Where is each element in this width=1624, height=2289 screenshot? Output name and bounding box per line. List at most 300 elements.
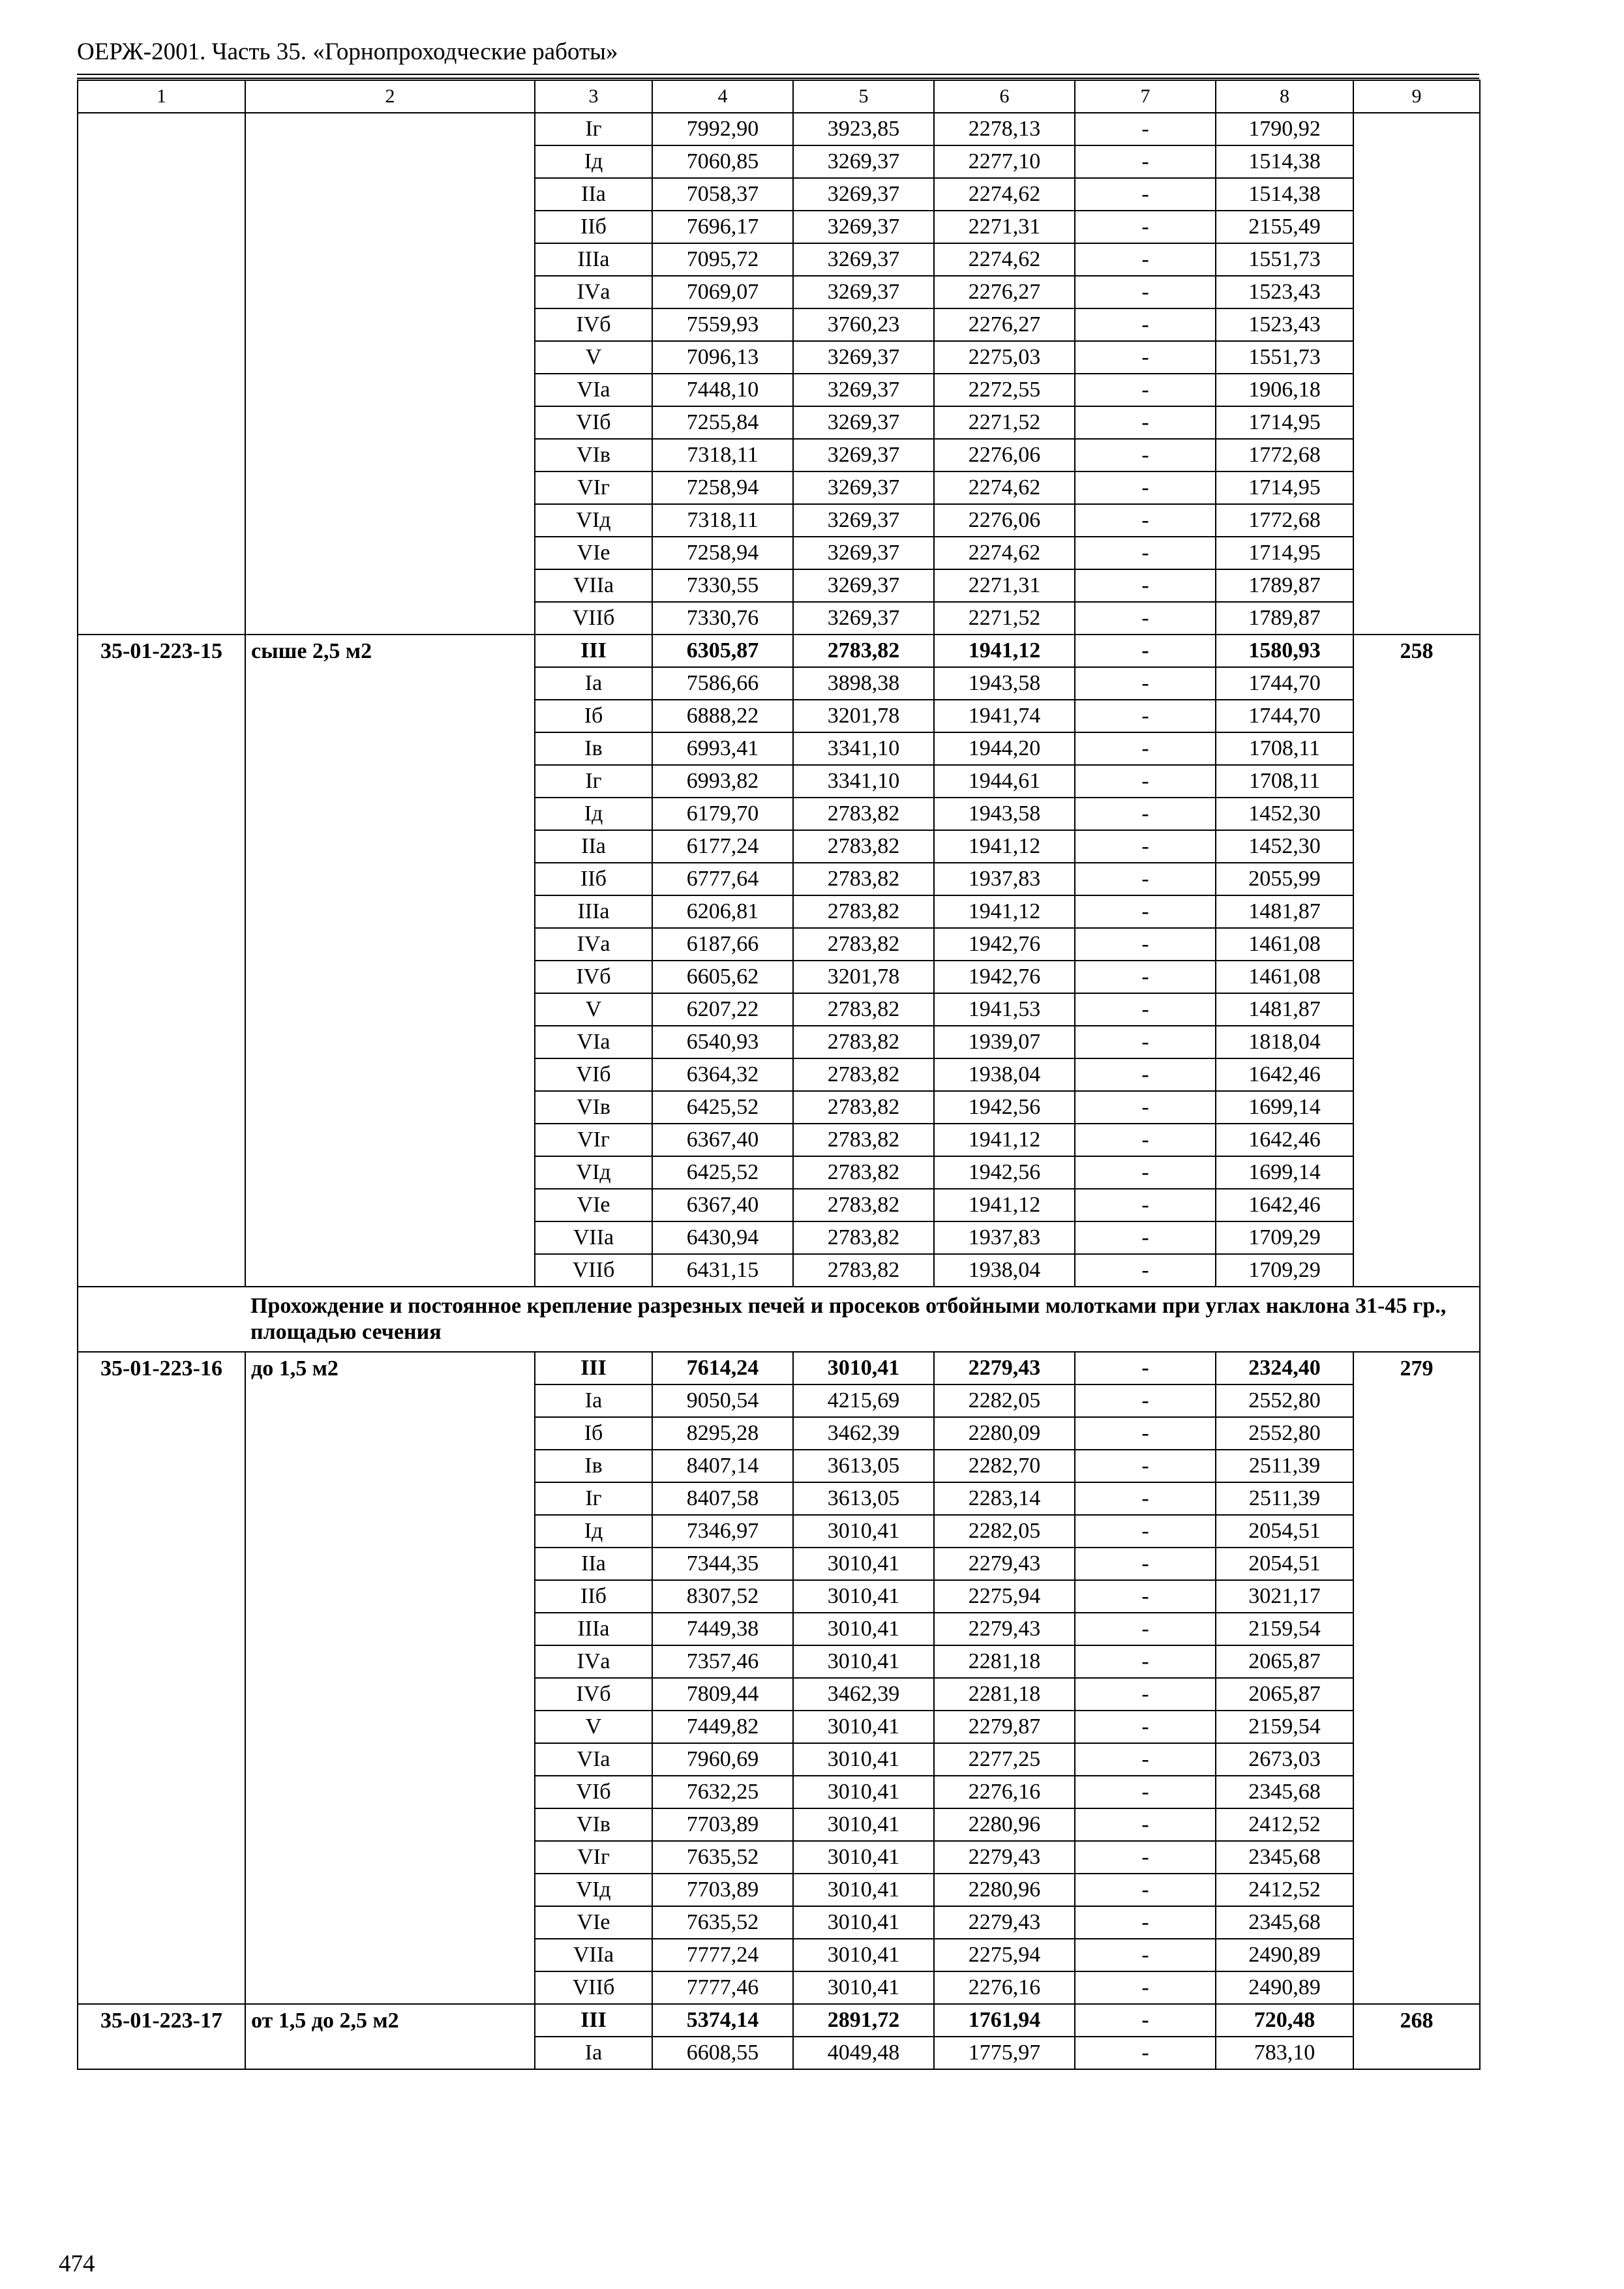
- materials-cost-cell: 2324,40: [1216, 1352, 1353, 1384]
- total-cost-cell: 6605,62: [652, 961, 793, 993]
- machine-cost-cell: 2279,43: [934, 1841, 1075, 1874]
- machine-cost-cell: 1941,12: [934, 1124, 1075, 1156]
- driver-wage-cell: -: [1075, 2037, 1216, 2069]
- zone-cell: Iа: [535, 667, 652, 700]
- driver-wage-cell: -: [1075, 1971, 1216, 2004]
- zone-cell: IIа: [535, 1548, 652, 1580]
- total-cost-cell: 7635,52: [652, 1906, 793, 1939]
- materials-cost-cell: 2673,03: [1216, 1743, 1353, 1776]
- total-cost-cell: 6187,66: [652, 928, 793, 961]
- machine-cost-cell: 1937,83: [934, 1221, 1075, 1254]
- driver-wage-cell: -: [1075, 1384, 1216, 1417]
- machine-cost-cell: 1943,58: [934, 798, 1075, 830]
- total-cost-cell: 6425,52: [652, 1091, 793, 1124]
- machine-cost-cell: 1944,61: [934, 765, 1075, 798]
- labor-cost-cell: 3613,05: [793, 1450, 934, 1482]
- column-number-cell: 9: [1353, 80, 1480, 113]
- machine-cost-cell: 2280,96: [934, 1874, 1075, 1906]
- zone-cell: IVа: [535, 276, 652, 308]
- total-cost-cell: 7809,44: [652, 1678, 793, 1711]
- driver-wage-cell: -: [1075, 1156, 1216, 1189]
- zone-cell: VIIа: [535, 1221, 652, 1254]
- materials-cost-cell: 1580,93: [1216, 635, 1353, 667]
- machine-cost-cell: 2281,18: [934, 1678, 1075, 1711]
- zone-cell: IIа: [535, 178, 652, 211]
- materials-cost-cell: 2552,80: [1216, 1384, 1353, 1417]
- machine-cost-cell: 2279,43: [934, 1613, 1075, 1645]
- zone-cell: III: [535, 1352, 652, 1384]
- materials-cost-cell: 2511,39: [1216, 1482, 1353, 1515]
- machine-cost-cell: 2276,16: [934, 1776, 1075, 1808]
- zone-cell: VIIб: [535, 1254, 652, 1287]
- zone-cell: IVа: [535, 1645, 652, 1678]
- materials-cost-cell: 2345,68: [1216, 1906, 1353, 1939]
- document-header: ОЕРЖ-2001. Часть 35. «Горнопроходческие работы»: [77, 38, 618, 65]
- machine-cost-cell: 2271,31: [934, 569, 1075, 602]
- driver-wage-cell: -: [1075, 1580, 1216, 1613]
- materials-cost-cell: 1906,18: [1216, 374, 1353, 406]
- total-cost-cell: 7318,11: [652, 439, 793, 471]
- zone-cell: Iб: [535, 1417, 652, 1450]
- driver-wage-cell: -: [1075, 537, 1216, 569]
- machine-cost-cell: 2276,06: [934, 439, 1075, 471]
- rate-code: 35-01-223-16: [78, 1352, 245, 2004]
- header-rule: [77, 74, 1479, 75]
- zone-cell: VIб: [535, 406, 652, 439]
- labor-cost-cell: 3010,41: [793, 1743, 934, 1776]
- zone-cell: Iв: [535, 732, 652, 765]
- labor-cost-cell: 3010,41: [793, 1971, 934, 2004]
- total-cost-cell: 6777,64: [652, 863, 793, 895]
- machine-cost-cell: 1942,56: [934, 1156, 1075, 1189]
- zone-cell: IIIа: [535, 1613, 652, 1645]
- materials-cost-cell: 1709,29: [1216, 1254, 1353, 1287]
- total-cost-cell: 7777,46: [652, 1971, 793, 2004]
- zone-cell: IVб: [535, 1678, 652, 1711]
- table-row: [78, 1352, 1480, 1384]
- zone-cell: VIIа: [535, 1939, 652, 1971]
- column-number-cell: 7: [1075, 80, 1216, 113]
- labor-cost-cell: 3898,38: [793, 667, 934, 700]
- total-cost-cell: 7559,93: [652, 308, 793, 341]
- zone-cell: VIб: [535, 1058, 652, 1091]
- machine-cost-cell: 2279,43: [934, 1548, 1075, 1580]
- machine-cost-cell: 1937,83: [934, 863, 1075, 895]
- labor-cost-cell: 2783,82: [793, 1189, 934, 1221]
- labor-cost-cell: 3010,41: [793, 1939, 934, 1971]
- labor-cost-code: 268: [1353, 2004, 1480, 2069]
- labor-cost-cell: 4215,69: [793, 1384, 934, 1417]
- zone-cell: IIа: [535, 830, 652, 863]
- labor-cost-cell: 3010,41: [793, 1711, 934, 1743]
- driver-wage-cell: -: [1075, 113, 1216, 145]
- driver-wage-cell: -: [1075, 1026, 1216, 1058]
- labor-cost-cell: 2783,82: [793, 1124, 934, 1156]
- driver-wage-cell: -: [1075, 1645, 1216, 1678]
- materials-cost-cell: 2490,89: [1216, 1939, 1353, 1971]
- labor-cost-cell: 2783,82: [793, 1091, 934, 1124]
- machine-cost-cell: 2276,27: [934, 308, 1075, 341]
- total-cost-cell: 8407,14: [652, 1450, 793, 1482]
- total-cost-cell: 7330,76: [652, 602, 793, 635]
- section-header-row: [78, 1287, 1480, 1352]
- labor-cost-cell: 2783,82: [793, 830, 934, 863]
- column-number-cell: 3: [535, 80, 652, 113]
- labor-cost-cell: 3269,37: [793, 602, 934, 635]
- total-cost-cell: 7632,25: [652, 1776, 793, 1808]
- labor-cost-cell: 3269,37: [793, 145, 934, 178]
- driver-wage-cell: -: [1075, 276, 1216, 308]
- labor-cost-cell: 2783,82: [793, 635, 934, 667]
- materials-cost-cell: 1772,68: [1216, 504, 1353, 537]
- driver-wage-cell: -: [1075, 1254, 1216, 1287]
- total-cost-cell: 6179,70: [652, 798, 793, 830]
- driver-wage-cell: -: [1075, 1678, 1216, 1711]
- driver-wage-cell: -: [1075, 145, 1216, 178]
- total-cost-cell: 7255,84: [652, 406, 793, 439]
- total-cost-cell: 7449,82: [652, 1711, 793, 1743]
- total-cost-cell: 6207,22: [652, 993, 793, 1026]
- zone-cell: VIIа: [535, 569, 652, 602]
- driver-wage-cell: -: [1075, 471, 1216, 504]
- machine-cost-cell: 2271,52: [934, 406, 1075, 439]
- driver-wage-cell: -: [1075, 1482, 1216, 1515]
- labor-cost-cell: 3269,37: [793, 211, 934, 243]
- machine-cost-cell: 2271,52: [934, 602, 1075, 635]
- zone-cell: IIIа: [535, 895, 652, 928]
- work-description: от 1,5 до 2,5 м2: [245, 2004, 535, 2069]
- driver-wage-cell: -: [1075, 1417, 1216, 1450]
- machine-cost-cell: 1942,56: [934, 1091, 1075, 1124]
- total-cost-cell: 7096,13: [652, 341, 793, 374]
- driver-wage-cell: -: [1075, 1808, 1216, 1841]
- labor-cost-cell: 3923,85: [793, 113, 934, 145]
- total-cost-cell: 7318,11: [652, 504, 793, 537]
- labor-cost-cell: 3201,78: [793, 700, 934, 732]
- rate-code: 35-01-223-15: [78, 635, 245, 1287]
- driver-wage-cell: -: [1075, 863, 1216, 895]
- labor-cost-cell: 3010,41: [793, 1906, 934, 1939]
- materials-cost-cell: 1699,14: [1216, 1156, 1353, 1189]
- labor-cost-cell: 3269,37: [793, 374, 934, 406]
- zone-cell: IIб: [535, 863, 652, 895]
- materials-cost-cell: 2065,87: [1216, 1678, 1353, 1711]
- materials-cost-cell: 1461,08: [1216, 928, 1353, 961]
- driver-wage-cell: -: [1075, 1515, 1216, 1548]
- materials-cost-cell: 1709,29: [1216, 1221, 1353, 1254]
- machine-cost-cell: 2277,10: [934, 145, 1075, 178]
- materials-cost-cell: 2511,39: [1216, 1450, 1353, 1482]
- driver-wage-cell: -: [1075, 732, 1216, 765]
- zone-cell: Iг: [535, 1482, 652, 1515]
- zone-cell: IIб: [535, 1580, 652, 1613]
- labor-cost-cell: 3010,41: [793, 1580, 934, 1613]
- driver-wage-cell: -: [1075, 374, 1216, 406]
- driver-wage-cell: -: [1075, 1058, 1216, 1091]
- driver-wage-cell: -: [1075, 341, 1216, 374]
- labor-cost-cell: 3760,23: [793, 308, 934, 341]
- labor-cost-cell: 3010,41: [793, 1808, 934, 1841]
- machine-cost-cell: 2279,43: [934, 1906, 1075, 1939]
- machine-cost-cell: 2278,13: [934, 113, 1075, 145]
- total-cost-cell: 7258,94: [652, 471, 793, 504]
- materials-cost-cell: 2345,68: [1216, 1776, 1353, 1808]
- total-cost-cell: 6993,41: [652, 732, 793, 765]
- driver-wage-cell: -: [1075, 211, 1216, 243]
- materials-cost-cell: 1714,95: [1216, 406, 1353, 439]
- section-header-spacer: [78, 1287, 245, 1352]
- total-cost-cell: 7992,90: [652, 113, 793, 145]
- machine-cost-cell: 2275,03: [934, 341, 1075, 374]
- driver-wage-cell: -: [1075, 700, 1216, 732]
- materials-cost-cell: 1481,87: [1216, 993, 1353, 1026]
- zone-cell: VIа: [535, 1743, 652, 1776]
- materials-cost-cell: 1514,38: [1216, 178, 1353, 211]
- zone-cell: VIв: [535, 439, 652, 471]
- labor-cost-cell: 3269,37: [793, 471, 934, 504]
- total-cost-cell: 6364,32: [652, 1058, 793, 1091]
- labor-cost-cell: 2783,82: [793, 1156, 934, 1189]
- zone-cell: VIв: [535, 1808, 652, 1841]
- page-number: 474: [59, 2251, 95, 2277]
- machine-cost-cell: 1942,76: [934, 961, 1075, 993]
- table-row: [78, 2004, 1480, 2037]
- zone-cell: V: [535, 993, 652, 1026]
- labor-cost-cell: 2783,82: [793, 895, 934, 928]
- zone-cell: VIе: [535, 1189, 652, 1221]
- materials-cost-cell: 1699,14: [1216, 1091, 1353, 1124]
- driver-wage-cell: -: [1075, 798, 1216, 830]
- machine-cost-cell: 2272,55: [934, 374, 1075, 406]
- machine-cost-cell: 2274,62: [934, 243, 1075, 276]
- machine-cost-cell: 2282,70: [934, 1450, 1075, 1482]
- zone-cell: VIб: [535, 1776, 652, 1808]
- labor-cost-cell: 4049,48: [793, 2037, 934, 2069]
- materials-cost-cell: 783,10: [1216, 2037, 1353, 2069]
- table-row: [78, 635, 1480, 667]
- machine-cost-cell: 2280,09: [934, 1417, 1075, 1450]
- zone-cell: IIIа: [535, 243, 652, 276]
- materials-cost-cell: 1461,08: [1216, 961, 1353, 993]
- materials-cost-cell: 3021,17: [1216, 1580, 1353, 1613]
- materials-cost-cell: 1481,87: [1216, 895, 1353, 928]
- total-cost-cell: 7448,10: [652, 374, 793, 406]
- zone-cell: Iа: [535, 2037, 652, 2069]
- machine-cost-cell: 2276,06: [934, 504, 1075, 537]
- zone-cell: VIд: [535, 1156, 652, 1189]
- zone-cell: III: [535, 2004, 652, 2037]
- zone-cell: IIб: [535, 211, 652, 243]
- driver-wage-cell: -: [1075, 1091, 1216, 1124]
- machine-cost-cell: 2279,43: [934, 1352, 1075, 1384]
- machine-cost-cell: 1941,74: [934, 700, 1075, 732]
- zone-cell: VIг: [535, 1841, 652, 1874]
- machine-cost-cell: 2281,18: [934, 1645, 1075, 1678]
- materials-cost-cell: 2345,68: [1216, 1841, 1353, 1874]
- machine-cost-cell: 1761,94: [934, 2004, 1075, 2037]
- machine-cost-cell: 2282,05: [934, 1515, 1075, 1548]
- materials-cost-cell: 1551,73: [1216, 243, 1353, 276]
- column-number-cell: 4: [652, 80, 793, 113]
- labor-cost-cell: 3269,37: [793, 276, 934, 308]
- machine-cost-cell: 1775,97: [934, 2037, 1075, 2069]
- labor-cost-cell: 3269,37: [793, 341, 934, 374]
- rate-code: [78, 113, 245, 635]
- materials-cost-cell: 1452,30: [1216, 798, 1353, 830]
- materials-cost-cell: 2159,54: [1216, 1613, 1353, 1645]
- machine-cost-cell: 1938,04: [934, 1254, 1075, 1287]
- driver-wage-cell: -: [1075, 635, 1216, 667]
- total-cost-cell: 7060,85: [652, 145, 793, 178]
- zone-cell: Iб: [535, 700, 652, 732]
- total-cost-cell: 6608,55: [652, 2037, 793, 2069]
- materials-cost-cell: 2552,80: [1216, 1417, 1353, 1450]
- driver-wage-cell: -: [1075, 602, 1216, 635]
- driver-wage-cell: -: [1075, 308, 1216, 341]
- materials-cost-cell: 1642,46: [1216, 1124, 1353, 1156]
- total-cost-cell: 6367,40: [652, 1124, 793, 1156]
- zone-cell: V: [535, 341, 652, 374]
- materials-cost-cell: 1714,95: [1216, 537, 1353, 569]
- zone-cell: VIIб: [535, 1971, 652, 2004]
- labor-cost-code: [1353, 113, 1480, 635]
- materials-cost-cell: 1744,70: [1216, 700, 1353, 732]
- zone-cell: Iд: [535, 1515, 652, 1548]
- labor-cost-cell: 3462,39: [793, 1678, 934, 1711]
- total-cost-cell: 6305,87: [652, 635, 793, 667]
- rate-code: 35-01-223-17: [78, 2004, 245, 2069]
- materials-cost-cell: 2490,89: [1216, 1971, 1353, 2004]
- labor-cost-cell: 3201,78: [793, 961, 934, 993]
- labor-cost-code: 258: [1353, 635, 1480, 1287]
- materials-cost-cell: 2412,52: [1216, 1874, 1353, 1906]
- labor-cost-cell: 2783,82: [793, 1058, 934, 1091]
- total-cost-cell: 7635,52: [652, 1841, 793, 1874]
- total-cost-cell: 7586,66: [652, 667, 793, 700]
- total-cost-cell: 6430,94: [652, 1221, 793, 1254]
- labor-cost-cell: 3010,41: [793, 1515, 934, 1548]
- labor-cost-cell: 2783,82: [793, 1221, 934, 1254]
- total-cost-cell: 7614,24: [652, 1352, 793, 1384]
- materials-cost-cell: 1789,87: [1216, 569, 1353, 602]
- machine-cost-cell: 2277,25: [934, 1743, 1075, 1776]
- total-cost-cell: 6177,24: [652, 830, 793, 863]
- zone-cell: IVа: [535, 928, 652, 961]
- driver-wage-cell: -: [1075, 765, 1216, 798]
- materials-cost-cell: 1523,43: [1216, 308, 1353, 341]
- total-cost-cell: 6206,81: [652, 895, 793, 928]
- driver-wage-cell: -: [1075, 1874, 1216, 1906]
- labor-cost-cell: 3269,37: [793, 504, 934, 537]
- zone-cell: VIа: [535, 1026, 652, 1058]
- column-number-cell: 8: [1216, 80, 1353, 113]
- driver-wage-cell: -: [1075, 1124, 1216, 1156]
- driver-wage-cell: -: [1075, 1743, 1216, 1776]
- total-cost-cell: 8295,28: [652, 1417, 793, 1450]
- column-number-cell: 2: [245, 80, 535, 113]
- labor-cost-cell: 3010,41: [793, 1874, 934, 1906]
- total-cost-cell: 7058,37: [652, 178, 793, 211]
- materials-cost-cell: 1818,04: [1216, 1026, 1353, 1058]
- labor-cost-cell: 3010,41: [793, 1841, 934, 1874]
- total-cost-cell: 6425,52: [652, 1156, 793, 1189]
- total-cost-cell: 7069,07: [652, 276, 793, 308]
- total-cost-cell: 6540,93: [652, 1026, 793, 1058]
- labor-cost-cell: 3269,37: [793, 406, 934, 439]
- materials-cost-cell: 2054,51: [1216, 1515, 1353, 1548]
- materials-cost-cell: 2065,87: [1216, 1645, 1353, 1678]
- materials-cost-cell: 1744,70: [1216, 667, 1353, 700]
- driver-wage-cell: -: [1075, 569, 1216, 602]
- driver-wage-cell: -: [1075, 2004, 1216, 2037]
- machine-cost-cell: 2279,87: [934, 1711, 1075, 1743]
- machine-cost-cell: 1941,12: [934, 830, 1075, 863]
- zone-cell: IVб: [535, 961, 652, 993]
- materials-cost-cell: 1642,46: [1216, 1058, 1353, 1091]
- work-description: [245, 113, 535, 635]
- column-number-cell: 1: [78, 80, 245, 113]
- driver-wage-cell: -: [1075, 1221, 1216, 1254]
- total-cost-cell: 7346,97: [652, 1515, 793, 1548]
- materials-cost-cell: 1642,46: [1216, 1189, 1353, 1221]
- machine-cost-cell: 2282,05: [934, 1384, 1075, 1417]
- zone-cell: VIа: [535, 374, 652, 406]
- driver-wage-cell: -: [1075, 1841, 1216, 1874]
- materials-cost-cell: 1523,43: [1216, 276, 1353, 308]
- labor-cost-cell: 2783,82: [793, 798, 934, 830]
- driver-wage-cell: -: [1075, 1450, 1216, 1482]
- labor-cost-code: 279: [1353, 1352, 1480, 2004]
- header-rule: [77, 78, 1479, 79]
- total-cost-cell: 7344,35: [652, 1548, 793, 1580]
- driver-wage-cell: -: [1075, 1776, 1216, 1808]
- total-cost-cell: 7696,17: [652, 211, 793, 243]
- machine-cost-cell: 1943,58: [934, 667, 1075, 700]
- materials-cost-cell: 1514,38: [1216, 145, 1353, 178]
- machine-cost-cell: 1941,12: [934, 1189, 1075, 1221]
- table-row: [78, 113, 1480, 145]
- machine-cost-cell: 2274,62: [934, 537, 1075, 569]
- labor-cost-cell: 3010,41: [793, 1613, 934, 1645]
- labor-cost-cell: 3269,37: [793, 569, 934, 602]
- zone-cell: Iг: [535, 765, 652, 798]
- materials-cost-cell: 1551,73: [1216, 341, 1353, 374]
- labor-cost-cell: 2891,72: [793, 2004, 934, 2037]
- zone-cell: Iа: [535, 1384, 652, 1417]
- labor-cost-cell: 2783,82: [793, 1026, 934, 1058]
- labor-cost-cell: 2783,82: [793, 928, 934, 961]
- work-description: до 1,5 м2: [245, 1352, 535, 2004]
- materials-cost-cell: 2054,51: [1216, 1548, 1353, 1580]
- table-body: [78, 80, 1480, 2069]
- machine-cost-cell: 2283,14: [934, 1482, 1075, 1515]
- machine-cost-cell: 2274,62: [934, 178, 1075, 211]
- labor-cost-cell: 3269,37: [793, 439, 934, 471]
- materials-cost-cell: 720,48: [1216, 2004, 1353, 2037]
- driver-wage-cell: -: [1075, 961, 1216, 993]
- labor-cost-cell: 3269,37: [793, 537, 934, 569]
- driver-wage-cell: -: [1075, 1548, 1216, 1580]
- total-cost-cell: 6367,40: [652, 1189, 793, 1221]
- zone-cell: Iд: [535, 145, 652, 178]
- total-cost-cell: 7357,46: [652, 1645, 793, 1678]
- column-number-cell: 6: [934, 80, 1075, 113]
- total-cost-cell: 7258,94: [652, 537, 793, 569]
- labor-cost-cell: 3462,39: [793, 1417, 934, 1450]
- driver-wage-cell: -: [1075, 1613, 1216, 1645]
- total-cost-cell: 7449,38: [652, 1613, 793, 1645]
- materials-cost-cell: 1790,92: [1216, 113, 1353, 145]
